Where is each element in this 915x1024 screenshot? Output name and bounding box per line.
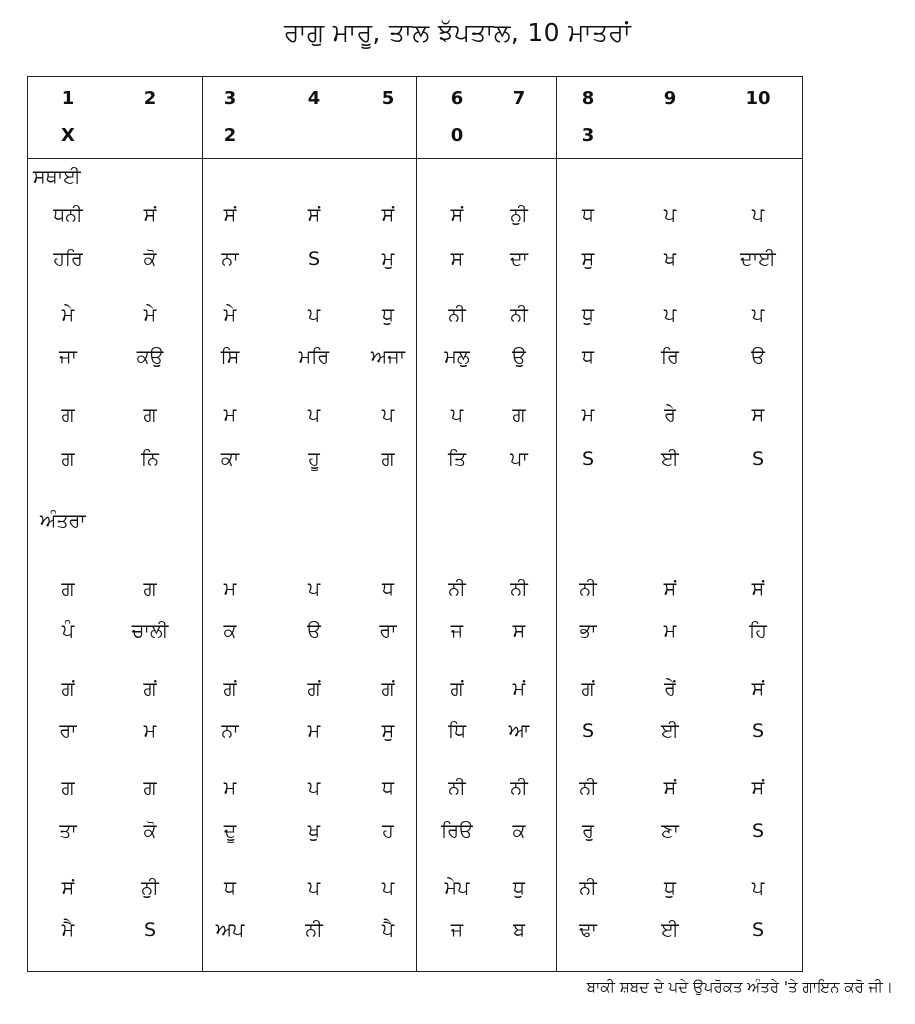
notation-cell: ਨੀ xyxy=(305,919,323,941)
notation-cell: ਪ xyxy=(307,578,321,600)
notation-cell: ਸਂ xyxy=(61,877,75,899)
beat-number: 8 xyxy=(581,88,595,109)
notation-cell: ਧ xyxy=(224,877,236,899)
notation-cell: ਸਂ xyxy=(663,578,677,600)
notation-cell: S xyxy=(751,919,765,941)
notation-cell: ਨੀ xyxy=(448,304,466,326)
notation-cell: ਗਂ xyxy=(223,678,237,700)
vibhag-divider xyxy=(556,76,557,972)
notation-cell: ਹ xyxy=(382,820,394,842)
notation-cell: ਈ xyxy=(661,919,679,941)
beat-number: 4 xyxy=(307,88,321,109)
notation-cell: ਕਾ xyxy=(220,448,240,470)
notation-cell: ਨੁੀ xyxy=(510,204,528,226)
notation-cell: ਈ xyxy=(661,720,679,742)
notation-cell: ਦੂ xyxy=(223,820,237,842)
notation-cell: ਰੇਂ xyxy=(664,678,676,700)
notation-cell: S xyxy=(751,448,765,470)
beat-number: 6 xyxy=(450,88,464,109)
notation-cell: ਸਂ xyxy=(751,678,765,700)
notation-cell: ਧ xyxy=(582,346,594,368)
taal-mark: 3 xyxy=(581,125,595,146)
notation-cell: ਰੇ xyxy=(664,404,676,426)
notation-cell: ਮੇ xyxy=(143,304,157,326)
notation-cell: ਰਾ xyxy=(59,720,77,742)
notation-cell: ਮੁ xyxy=(381,248,395,270)
notation-cell: ਮਲੁ xyxy=(444,346,470,368)
notation-cell: ਭਾ xyxy=(579,620,597,642)
notation-cell: ਈ xyxy=(661,448,679,470)
beat-number: 3 xyxy=(223,88,237,109)
notation-cell: ਚਾਲੀ xyxy=(131,620,169,642)
notation-cell: ਸਂ xyxy=(751,777,765,799)
notation-cell: ਪ xyxy=(307,404,321,426)
notation-cell: ਸਂ xyxy=(223,204,237,226)
notation-cell: ਗਂ xyxy=(143,678,157,700)
notation-cell: ਗ xyxy=(61,404,75,426)
beat-number: 7 xyxy=(512,88,526,109)
notation-cell: ਨੀ xyxy=(448,578,466,600)
notation-cell: ਗਂ xyxy=(61,678,75,700)
notation-cell: ਰਾ xyxy=(379,620,397,642)
notation-cell: ਹਿ xyxy=(749,620,767,642)
notation-cell: ਕਉ xyxy=(136,346,164,368)
notation-cell: ਮ xyxy=(223,404,237,426)
notation-cell: ਕ xyxy=(223,620,237,642)
notation-cell: S xyxy=(581,720,595,742)
notation-cell: ਮੈ xyxy=(61,919,75,941)
notation-cell: ਮਰਿ xyxy=(298,346,330,368)
notation-cell: ਮਂ xyxy=(512,678,526,700)
notation-cell: ਪ xyxy=(307,304,321,326)
beat-number: 1 xyxy=(61,88,75,109)
taal-mark: 0 xyxy=(450,125,464,146)
notation-cell: ਪ xyxy=(381,877,395,899)
notation-cell: ਜਾ xyxy=(59,346,77,368)
notation-cell: ਧੁ xyxy=(664,877,676,899)
antra-label: ਅੰਤਰਾ xyxy=(40,510,86,532)
notation-cell: ਗਂ xyxy=(381,678,395,700)
notation-cell: ਰਿ xyxy=(661,346,679,368)
notation-cell: ਗ xyxy=(143,578,157,600)
notation-cell: ਮ xyxy=(223,777,237,799)
notation-cell: ਧਨੀ xyxy=(53,204,83,226)
notation-cell: ਗ xyxy=(512,404,526,426)
taal-mark: X xyxy=(61,125,75,146)
notation-cell: ਪ xyxy=(307,777,321,799)
notation-cell: S xyxy=(143,919,157,941)
notation-cell: ਸਂ xyxy=(751,578,765,600)
notation-cell: ਜ xyxy=(450,919,464,941)
notation-cell: ਰੁ xyxy=(582,820,594,842)
notation-cell: ਸੁ xyxy=(381,720,395,742)
notation-cell: ਨੀ xyxy=(510,578,528,600)
notation-cell: S xyxy=(751,820,765,842)
notation-cell: ਉ xyxy=(512,346,526,368)
notation-cell: ਰਿੳ xyxy=(441,820,473,842)
beat-number: 9 xyxy=(663,88,677,109)
notation-cell: ਨਾ xyxy=(221,248,239,270)
notation-cell: ਮੇ xyxy=(223,304,237,326)
notation-cell: ਧਿ xyxy=(447,720,467,742)
notation-cell: ਪ xyxy=(307,877,321,899)
notation-cell: ਕੋ xyxy=(143,248,157,270)
notation-cell: ਣਾ xyxy=(661,820,679,842)
page-title: ਰਾਗੁ ਮਾਰੂ, ਤਾਲ ਝੱਪਤਾਲ, 10 ਮਾਤਰਾਂ xyxy=(283,18,632,47)
beat-number: 2 xyxy=(143,88,157,109)
notation-cell: ਢਾ xyxy=(579,919,597,941)
notation-cell: ਗਂ xyxy=(307,678,321,700)
beat-number: 10 xyxy=(745,88,771,109)
notation-cell: ਧ xyxy=(382,578,394,600)
notation-cell: ਬ xyxy=(513,919,525,941)
notation-cell: ਸਂ xyxy=(143,204,157,226)
notation-cell: ਗਂ xyxy=(581,678,595,700)
notation-cell: ਪ xyxy=(751,304,765,326)
notation-cell: ਨਿ xyxy=(141,448,159,470)
notation-cell: S xyxy=(307,248,321,270)
notation-cell: ਨੀ xyxy=(579,777,597,799)
notation-cell: S xyxy=(581,448,595,470)
sthai-label: ਸਥਾਈ xyxy=(33,166,81,188)
notation-cell: ਨੀ xyxy=(579,578,597,600)
notation-cell: ਧੁ xyxy=(382,304,394,326)
notation-cell: ਧੁ xyxy=(582,304,594,326)
notation-cell: ਧੁ xyxy=(513,877,525,899)
notation-cell: ਗ xyxy=(143,404,157,426)
notation-cell: ਗ xyxy=(61,578,75,600)
notation-cell: ਸ xyxy=(751,404,765,426)
notation-cell: ਗ xyxy=(381,448,395,470)
notation-cell: ਖ xyxy=(663,248,677,270)
notation-cell: ਨੀ xyxy=(510,777,528,799)
notation-cell: ਨੀ xyxy=(579,877,597,899)
notation-cell: ਹਰਿ xyxy=(53,248,83,270)
notation-cell: ਪ xyxy=(663,204,677,226)
notation-cell: ਪ xyxy=(751,877,765,899)
notation-cell: ੳ xyxy=(751,346,765,368)
notation-cell: ਪ xyxy=(450,404,464,426)
notation-cell: ਪੰ xyxy=(61,620,75,642)
notation-cell: ਜ xyxy=(450,620,464,642)
notation-cell: ਅਪ xyxy=(215,919,245,941)
notation-cell: ਮ xyxy=(663,620,677,642)
notation-cell: ਪੈ xyxy=(381,919,395,941)
notation-cell: ਦਾਈ xyxy=(740,248,776,270)
notation-cell: ਤਾ xyxy=(59,820,77,842)
notation-cell: ਮ xyxy=(223,578,237,600)
notation-cell: ੳ xyxy=(307,620,321,642)
notation-cell: ਗਂ xyxy=(450,678,464,700)
notation-cell: ਮੇ xyxy=(61,304,75,326)
notation-cell: ਪਾ xyxy=(510,448,528,470)
notation-cell: ਪ xyxy=(381,404,395,426)
beat-number: 5 xyxy=(381,88,395,109)
notation-cell: ਸ xyxy=(512,620,526,642)
taal-mark: 2 xyxy=(223,125,237,146)
notation-cell: ਸੁ xyxy=(581,248,595,270)
notation-cell: ਮੇਪ xyxy=(444,877,470,899)
notation-cell: ਨੁੀ xyxy=(141,877,159,899)
notation-cell: ਸਂ xyxy=(381,204,395,226)
footer-note: ਬਾਕੀ ਸ਼ਬਦ ਦੇ ਪਦੇ ਉਪਰੋਕਤ ਅੰਤਰੇ 'ਤੇ ਗਾਇਨ ਕਰੋ ਜੀ। xyxy=(586,978,893,996)
notation-cell: ਸਂ xyxy=(450,204,464,226)
notation-cell: ਗ xyxy=(143,777,157,799)
notation-cell: ਧ xyxy=(382,777,394,799)
notation-cell: ਗ xyxy=(61,777,75,799)
notation-cell: ਸਂ xyxy=(663,777,677,799)
notation-cell: ਨੀ xyxy=(448,777,466,799)
notation-cell: ਮ xyxy=(581,404,595,426)
notation-cell: ਸਿ xyxy=(220,346,240,368)
notation-cell: ਅਜਾ xyxy=(370,346,406,368)
notation-cell: ਕੋ xyxy=(143,820,157,842)
notation-cell: ਆ xyxy=(508,720,530,742)
notation-cell: ਮ xyxy=(143,720,157,742)
notation-cell: ਪ xyxy=(663,304,677,326)
notation-cell: ਕ xyxy=(512,820,526,842)
notation-cell: ਗ xyxy=(61,448,75,470)
notation-cell: ਹੂ xyxy=(308,448,320,470)
notation-cell: ਮ xyxy=(307,720,321,742)
header-divider xyxy=(27,158,803,159)
notation-cell: ਨਾ xyxy=(221,720,239,742)
notation-cell: ਤਿ xyxy=(447,448,467,470)
notation-cell: ਸਂ xyxy=(307,204,321,226)
notation-cell: ਪ xyxy=(751,204,765,226)
notation-cell: ਸ xyxy=(450,248,464,270)
notation-cell: ਦਾ xyxy=(509,248,528,270)
notation-cell: S xyxy=(751,720,765,742)
notation-cell: ਧ xyxy=(582,204,594,226)
notation-cell: ਨੀ xyxy=(510,304,528,326)
notation-cell: ਖੁ xyxy=(307,820,321,842)
